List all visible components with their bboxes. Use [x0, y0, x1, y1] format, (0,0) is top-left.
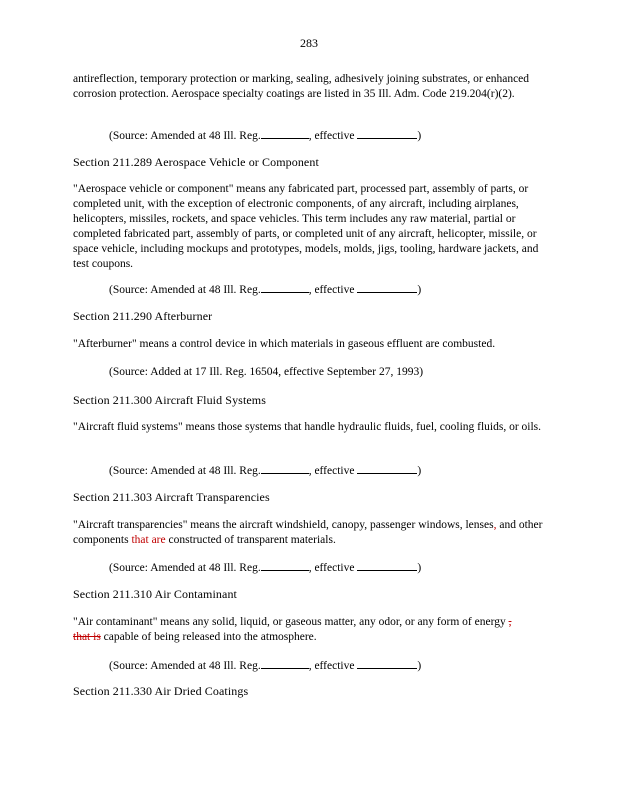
section-heading-211-303: Section 211.303 Aircraft Transparencies: [73, 490, 270, 504]
effective-blank: [357, 559, 417, 571]
source-end: ): [417, 660, 422, 672]
section-text-211-300: "Aircraft fluid systems" means those systems that handle hydraulic fluids, fuel, cooling fluids, or oils.: [73, 421, 542, 433]
source-end: ): [417, 284, 422, 296]
source-note-3: (Source: Added at 17 Ill. Reg. 16504, effective September 27, 1993): [109, 366, 424, 378]
register-blank: [261, 559, 309, 571]
source-prefix: (Source: Amended at 48 Ill. Reg.: [109, 660, 261, 672]
source-prefix: (Source: Amended at 48 Ill. Reg.: [109, 130, 261, 142]
text-segment: "Air contaminant" means any solid, liquid, or gaseous matter, any odor, or any form of energy: [73, 616, 509, 628]
section-heading-211-310: Section 211.310 Air Contaminant: [73, 587, 237, 601]
effective-blank: [357, 657, 417, 669]
section-heading-211-330: Section 211.330 Air Dried Coatings: [73, 684, 249, 698]
source-effective: , effective: [308, 130, 358, 142]
source-note-2: [109, 281, 421, 298]
register-blank: [261, 657, 309, 669]
source-note-5: [109, 559, 421, 576]
source-end: ): [417, 562, 422, 574]
section-text-211-310: [73, 615, 553, 645]
section-text-211-303: [73, 518, 553, 548]
source-end: ): [417, 465, 422, 477]
source-note-4: [109, 462, 421, 479]
register-blank: [261, 281, 309, 293]
source-effective: , effective: [308, 660, 358, 672]
source-end: ): [417, 130, 422, 142]
text-segment: and other components: [73, 519, 543, 546]
source-prefix: (Source: Amended at 48 Ill. Reg.: [109, 562, 261, 574]
section-heading-211-300: Section 211.300 Aircraft Fluid Systems: [73, 393, 267, 407]
source-note-6: [109, 657, 421, 674]
source-effective: , effective: [308, 465, 358, 477]
source-prefix: (Source: Amended at 48 Ill. Reg.: [109, 284, 261, 296]
source-note-1: [109, 127, 421, 144]
source-effective: , effective: [308, 562, 358, 574]
intro-paragraph: antireflection, temporary protection or marking, sealing, adhesively joining substrates, or enhanced corrosion protection. Aerospace specialty coatings are listed in 35 Ill. Adm. Code 219.204(r)(2).: [73, 73, 530, 100]
text-segment: "Aircraft transparencies" means the aircraft windshield, canopy, passenger windows, lenses: [73, 519, 494, 531]
source-prefix: (Source: Amended at 48 Ill. Reg.: [109, 465, 261, 477]
inserted-comma: ,: [493, 519, 497, 531]
page-number: 283: [300, 36, 318, 50]
text-segment: capable of being released into the atmosphere.: [100, 631, 317, 643]
text-segment: constructed of transparent materials.: [165, 534, 336, 546]
section-text-211-289: "Aerospace vehicle or component" means any fabricated part, processed part, assembly of parts, or completed unit, with the exception of electronic components, of any aircraft, including airplanes, helicopters, missiles, rockets, and space vehicles. This term includes any raw material, partial or completed fabricated part, assembly of parts, or completed unit of any aircraft, helicopter, missile, or space vehicle, including mockups and prototypes, models, molds, jigs, tooling, hardware jackets, and test coupons.: [73, 183, 539, 270]
section-text-211-290: "Afterburner" means a control device in which materials in gaseous effluent are combusted.: [73, 338, 496, 350]
section-heading-211-290: Section 211.290 Afterburner: [73, 309, 213, 323]
effective-blank: [357, 281, 417, 293]
effective-blank: [357, 462, 417, 474]
register-blank: [261, 462, 309, 474]
section-heading-211-289: Section 211.289 Aerospace Vehicle or Component: [73, 155, 319, 169]
source-effective: , effective: [308, 284, 358, 296]
effective-blank: [357, 127, 417, 139]
register-blank: [261, 127, 309, 139]
deleted-comma: ,: [508, 616, 512, 628]
inserted-text: that are: [131, 534, 166, 546]
deleted-text: that is: [73, 631, 101, 643]
